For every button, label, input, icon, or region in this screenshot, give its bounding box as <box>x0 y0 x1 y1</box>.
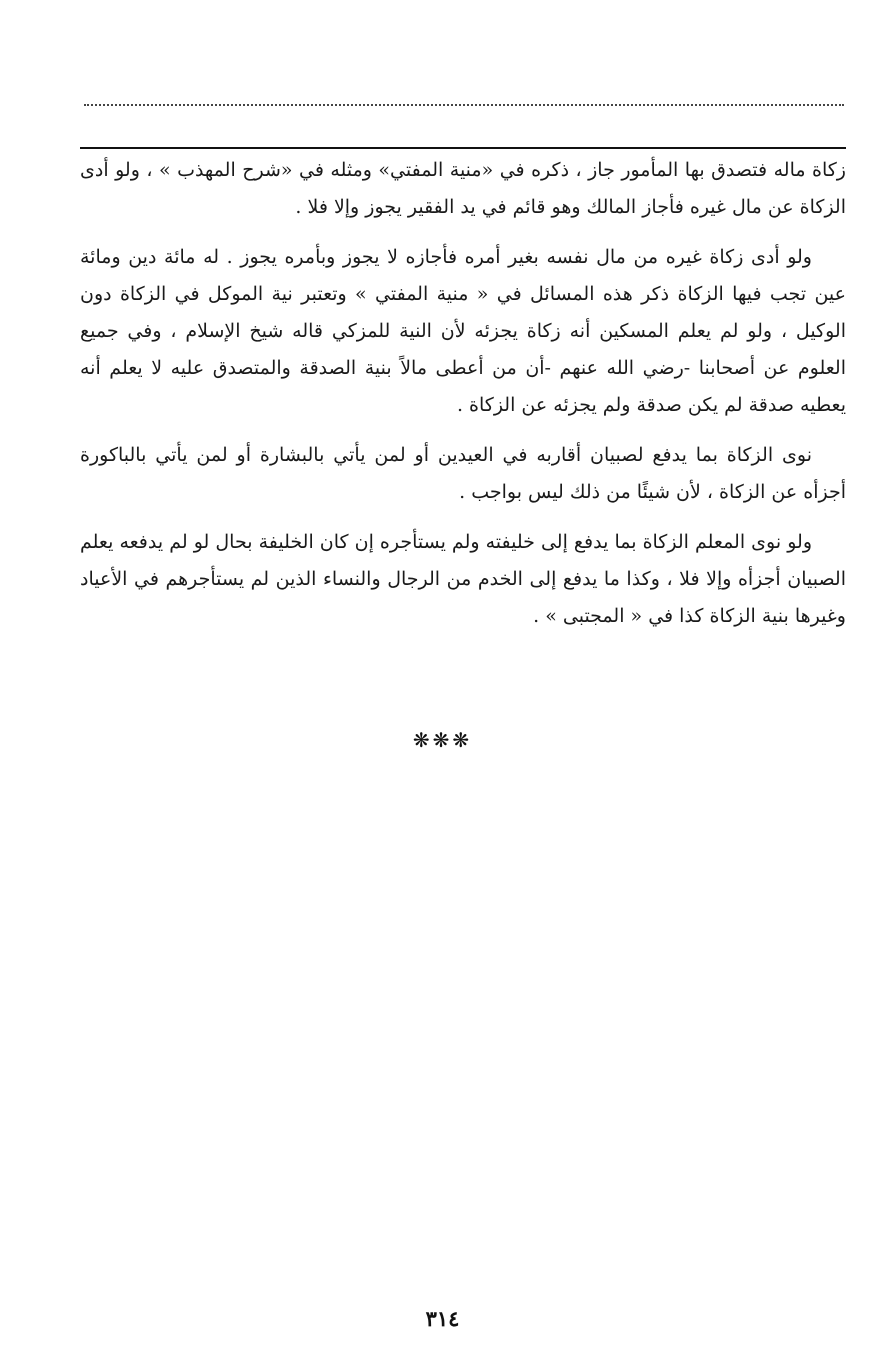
paragraph-1: زكاة ماله فتصدق بها المأمور جاز ، ذكره في «منية المفتي» ومثله في «شرح المهذب » ، ولو أدى الزكاة عن مال غيره فأجاز المالك وهو قائم في يد الفقير يجوز وإلا فلا . <box>80 159 846 218</box>
page-number: ٣١٤ <box>425 1306 460 1331</box>
section-separator: ❋❋❋ <box>412 728 473 752</box>
paragraph-3: نوى الزكاة بما يدفع لصبيان أقاربه في العيدين أو لمن يأتي بالبشارة أو لمن يأتي بالباكورة أجزأه عن الزكاة ، لأن شيئًا من ذلك ليس بواجب . <box>80 444 846 503</box>
header-dotted-rule <box>84 104 844 106</box>
main-text <box>80 152 846 648</box>
paragraph-4: ولو نوى المعلم الزكاة بما يدفع إلى خليفته ولم يستأجره إن كان الخليفة بحال لو لم يدفعه يعلم الصبيان أجزأه وإلا فلا ، وكذا ما يدفع إلى الخدم من الرجال والنساء الذين لم يستأجرهم في الأعياد وغيرها بنية الزكاة كذا في « المجتبى » . <box>80 531 846 627</box>
paragraph-2: ولو أدى زكاة غيره من مال نفسه بغير أمره فأجازه لا يجوز وبأمره يجوز . له مائة دين ومائة عين تجب فيها الزكاة ذكر هذه المسائل في « منية المفتي » وتعتبر نية الموكل في الزكاة دون الوكيل ، ولو لم يعلم المسكين أنه زكاة يجزئه لأن النية للمزكي قاله شيخ الإسلام ، وفي جميع العلوم عن أصحابنا -رضي الله عنهم -أن من أعطى مالاً بنية الصدقة والمتصدق عليه لا يعلم أنه يعطيه صدقة لم يكن صدقة ولم يجزئه عن الزكاة . <box>80 246 846 416</box>
header-solid-rule <box>80 147 846 149</box>
